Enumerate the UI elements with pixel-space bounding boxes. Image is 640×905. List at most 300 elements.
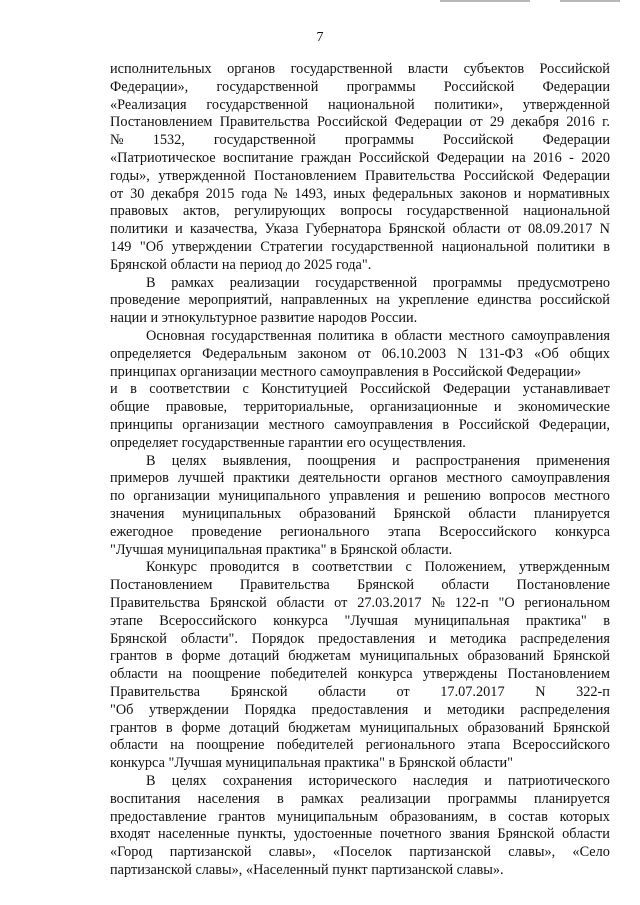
word: утвержденным [518,559,610,575]
word: Всероссийского [159,613,257,629]
text-line [110,648,610,665]
word: планируется [533,791,610,807]
word: утвержденной [158,168,246,184]
word: муниципальным [277,809,378,825]
word: N [599,221,610,237]
word: программы [447,791,517,807]
word: N [535,684,546,700]
word: применения [536,453,610,469]
text-line [110,524,610,541]
word: Брянской [388,221,446,237]
word: Федерации [542,132,610,148]
word: состав [508,809,548,825]
page-number: 7 [316,30,324,45]
word: утверждении [171,239,252,255]
word: Положением, [424,559,507,575]
word: мероприятий, [188,292,273,308]
word: поощрение [196,737,265,753]
word: Постановлением [507,666,610,682]
word: области [441,577,490,593]
word: N [457,346,468,362]
text-line [110,737,610,754]
word: 08.09.2017 [528,221,593,237]
word: субъектов [463,61,525,77]
word: проведение [191,524,262,540]
word: 2016 [533,150,562,166]
word: Федерации [394,114,463,130]
word: актов, [183,203,220,219]
word: программы [344,132,414,148]
word: государственной [315,275,418,291]
word: партизанской [169,844,252,860]
word: № [273,186,288,202]
word: Российской [539,61,610,77]
text-line [110,61,610,78]
word: предоставления [311,702,409,718]
word: государственной [406,203,509,219]
scan-edge-mark [560,0,620,2]
text-line: Брянской области на период до 2025 года". [110,257,372,273]
word: в [165,648,173,664]
word: самоуправления [334,417,433,433]
word: Брянской [230,684,288,700]
text-line [110,470,610,487]
word: и [423,702,432,718]
word: 06.10.2003 [381,346,447,362]
text-line: нации и этнокультурное развитие народов России. [110,310,418,326]
word: муниципальная [414,613,510,629]
word: Брянской [357,577,415,593]
word: декабря [511,114,560,130]
word: соответствии [311,559,393,575]
word: решению [423,488,481,504]
word: 2020 [581,150,610,166]
word: в [603,239,610,255]
word: проведение [110,292,181,308]
word: Правительства [219,114,310,130]
word: политика [318,328,375,344]
word: проводится [209,559,280,575]
word: в [489,809,497,825]
word: российской [539,292,610,308]
scan-edge-mark [440,0,530,2]
word: национальной [441,239,529,255]
word: № [110,132,124,148]
word: муниципального [218,488,321,504]
word: самоуправления [511,470,610,486]
word: «Город [110,844,153,860]
word: форме [181,720,221,736]
text-line [110,666,610,683]
word: области [452,221,501,237]
word: соответствии [149,381,231,397]
word: иных [333,186,366,202]
word: 322-п [576,684,610,700]
word: Федерации, [538,417,610,433]
word: Стратегии [260,239,323,255]
word: Постановлением [110,114,213,130]
word: победителей [276,737,354,753]
word: области [276,595,325,611]
text-line [110,826,610,843]
word: предоставление [110,809,207,825]
word: В [146,275,156,291]
word: ежегодное [110,524,174,540]
text-line: "Лучшая муниципальная практика" в Брянской области. [110,542,453,558]
word: этапа [387,524,421,540]
word: направленных [280,292,368,308]
word: местного [446,470,503,486]
word: 30 [130,186,145,202]
word: Федерации», [110,79,189,95]
word: предоставления [318,631,415,647]
word: Постановление [516,577,610,593]
word: методика [450,631,507,647]
word: В [146,453,156,469]
word: населения [197,791,260,807]
word: муниципальных [359,648,459,664]
word: патриотического [507,773,610,789]
word: годы», [110,168,150,184]
paragraph-first-line [146,453,610,470]
word: распределения [520,702,610,718]
word: утверждении [148,702,229,718]
word: декабря [151,186,199,202]
word: года [241,186,268,202]
word: воспитания [110,791,181,807]
word: бюджетам [288,648,351,664]
word: и [391,453,400,469]
word: № [431,595,446,611]
paragraph-first-line [146,559,610,576]
word: Всероссийского [512,737,610,753]
word: Российской [358,150,430,166]
word: государственной [213,132,316,148]
word: регулирующих [234,203,326,219]
word: управления [329,488,400,504]
word: этапе [110,613,143,629]
text-line [110,97,610,114]
word: грантов [110,720,157,736]
word: 1532, [152,132,185,148]
word: вопросов [489,488,546,504]
word: с [242,381,249,397]
paragraph-first-line [146,773,610,790]
word: лучшей [177,470,225,486]
word: государственная [211,328,312,344]
word: распределения [520,631,610,647]
word: "Об [110,702,134,718]
word: Брянской [552,720,610,736]
word: партизанской [409,844,492,860]
word: с [405,559,412,575]
text-line [110,79,610,96]
word: Российской [359,381,431,397]
word: муниципальных [182,506,282,522]
word: «Патриотическое [110,150,216,166]
word: области". [180,631,238,647]
word: государственной [206,97,309,113]
word: Федерации [436,150,505,166]
text-line [110,381,610,398]
word: Конкурс [146,559,198,575]
word: которых [559,809,610,825]
text-line [110,346,610,363]
word: 27.03.2017 [357,595,422,611]
word: от [110,186,124,202]
word: в [165,720,173,736]
word: от [507,221,521,237]
word: В [146,773,156,789]
text-line [110,506,610,523]
word: Брянской [552,648,610,664]
word: входят [110,826,151,842]
word: политики [110,221,168,237]
word: конкурса [555,524,610,540]
text-line [110,488,610,505]
text-line [110,114,610,131]
word: области [562,826,610,842]
word: принципы [110,417,173,433]
text-line [110,809,610,826]
word: Российской [463,168,534,184]
word: образований [299,506,376,522]
word: «Об [533,346,559,362]
word: распространения [415,453,521,469]
word: Порядок [251,631,305,647]
text-line [110,239,610,256]
word: законом [297,346,347,362]
word: власти [407,61,449,77]
word: Российской [443,79,515,95]
word: на [511,150,526,166]
word: победителей [270,666,348,682]
word: славы», [268,844,316,860]
word: Постановлением [110,577,213,593]
word: от [334,595,348,611]
word: области [110,737,158,753]
word: г. [602,114,610,130]
word: на [376,292,391,308]
word: федеральных [372,186,454,202]
word: муниципальных [359,720,459,736]
word: и [428,631,437,647]
word: реализации [229,275,300,291]
word: Российской [442,132,514,148]
word: Правительства [110,684,200,700]
word: нормативных [528,186,610,202]
word: грантов [110,648,157,664]
word: и [110,381,118,397]
word: утверждены [422,666,498,682]
text-line [110,684,610,701]
word: наследия [412,773,469,789]
word: сохранения [222,773,293,789]
word: национальной [327,97,415,113]
word: Федерации [542,168,610,184]
word: «Реализация [110,97,187,113]
text-line [110,631,610,648]
text-line [110,595,610,612]
word: по [110,488,125,504]
word: "Лучшая [344,613,398,629]
word: 122-п [454,595,489,611]
word: конкурса [357,666,413,682]
word: области [468,506,517,522]
word: "О [498,595,515,611]
word: от [357,346,371,362]
word: вопросы [340,203,393,219]
text-line [110,791,610,808]
word: - [569,150,574,166]
word: в [603,613,610,629]
word: единства [477,292,532,308]
word: Российской [458,417,530,433]
word: местного [448,328,505,344]
word: Брянской [110,631,167,647]
word: регионального [280,524,370,540]
word: рамках [300,791,344,807]
word: программы [346,79,416,95]
word: целях [171,453,207,469]
word: организационные [369,399,478,415]
word: 17.07.2017 [440,684,505,700]
word: на [170,737,185,753]
word: области [110,666,158,682]
word: Основная [146,328,205,344]
text-line: конкурса "Лучшая муниципальная практика" в Брянской области" [110,755,514,771]
word: Брянской [209,595,267,611]
word: воспитание [223,150,294,166]
word: и [513,186,522,202]
word: территориальные, [243,399,354,415]
word: бюджетам [288,720,351,736]
word: органов [227,61,276,77]
word: Конституцией [261,381,348,397]
word: и [175,221,183,237]
word: практики [233,470,290,486]
word: утвержденной [522,97,610,113]
text-line: принципах организации местного самоуправления в Российской Федерации» [110,364,582,380]
word: Правительства [365,168,455,184]
word: укрепление [398,292,469,308]
word: рамках [171,275,214,291]
word: Брянской [393,506,451,522]
word: регионального [365,737,456,753]
word: на [168,666,183,682]
text-line [110,150,610,167]
word: национальной [523,203,610,219]
word: образований [467,720,545,736]
word: в [442,417,450,433]
word: в [381,328,388,344]
word: удостоенные [293,826,373,842]
paragraph-first-line [146,275,610,292]
word: «Село [572,844,610,860]
word: области [318,684,366,700]
word: граждан [300,150,352,166]
word: политики», [434,97,504,113]
word: казачества, [189,221,258,237]
word: правовые, [165,399,228,415]
word: региональном [524,595,610,611]
word: организации [133,488,211,504]
text-line: определяет государственные гарантии его осуществления. [110,435,466,451]
word: методики [446,702,505,718]
word: значения [110,506,165,522]
word: образований [467,648,545,664]
word: государственной [290,61,393,77]
word: программы [432,275,502,291]
word: от [469,114,483,130]
word: общих [569,346,610,362]
word: Правительства [239,577,330,593]
word: звания [449,826,490,842]
word: Порядка [244,702,297,718]
word: экономические [518,399,610,415]
word: государственной [331,239,434,255]
text-line [110,203,610,220]
paragraph-first-line [146,328,610,345]
word: органов [389,470,438,486]
word: политики [536,239,595,255]
word: 131-ФЗ [478,346,524,362]
word: устанавливает [522,381,610,397]
text-line [110,417,610,434]
word: местного [554,488,610,504]
word: Федеральным [202,346,287,362]
word: законов [459,186,507,202]
word: форме [181,648,221,664]
word: Федерации [442,381,511,397]
word: местного [268,417,325,433]
word: предусмотрено [517,275,610,291]
word: поощрения [307,453,376,469]
word: исторического [308,773,397,789]
word: Правительства [110,595,200,611]
word: Губернатора [305,221,382,237]
text-line [110,577,610,594]
word: 2015 [205,186,235,202]
word: и [493,399,502,415]
text-line [110,186,610,203]
word: поощрение [192,666,261,682]
word: от [396,684,410,700]
word: деятельности [298,470,381,486]
text-line [110,844,610,861]
word: «Поселок [332,844,392,860]
word: реализации [360,791,431,807]
text-line [110,720,610,737]
word: области [394,328,443,344]
word: самоуправления [511,328,610,344]
word: Федерации [542,79,610,95]
word: и [484,773,492,789]
word: в [276,791,284,807]
word: дотаций [229,720,280,736]
word: почетного [379,826,442,842]
word: в [292,559,300,575]
word: Брянской [497,826,555,842]
word: государственной [216,79,319,95]
word: практика" [526,613,587,629]
word: дотаций [229,648,280,664]
word: планируется [533,506,610,522]
word: конкурса [273,613,329,629]
word: Российской [316,114,388,130]
word: исполнительных [110,61,212,77]
word: выявления, [222,453,292,469]
